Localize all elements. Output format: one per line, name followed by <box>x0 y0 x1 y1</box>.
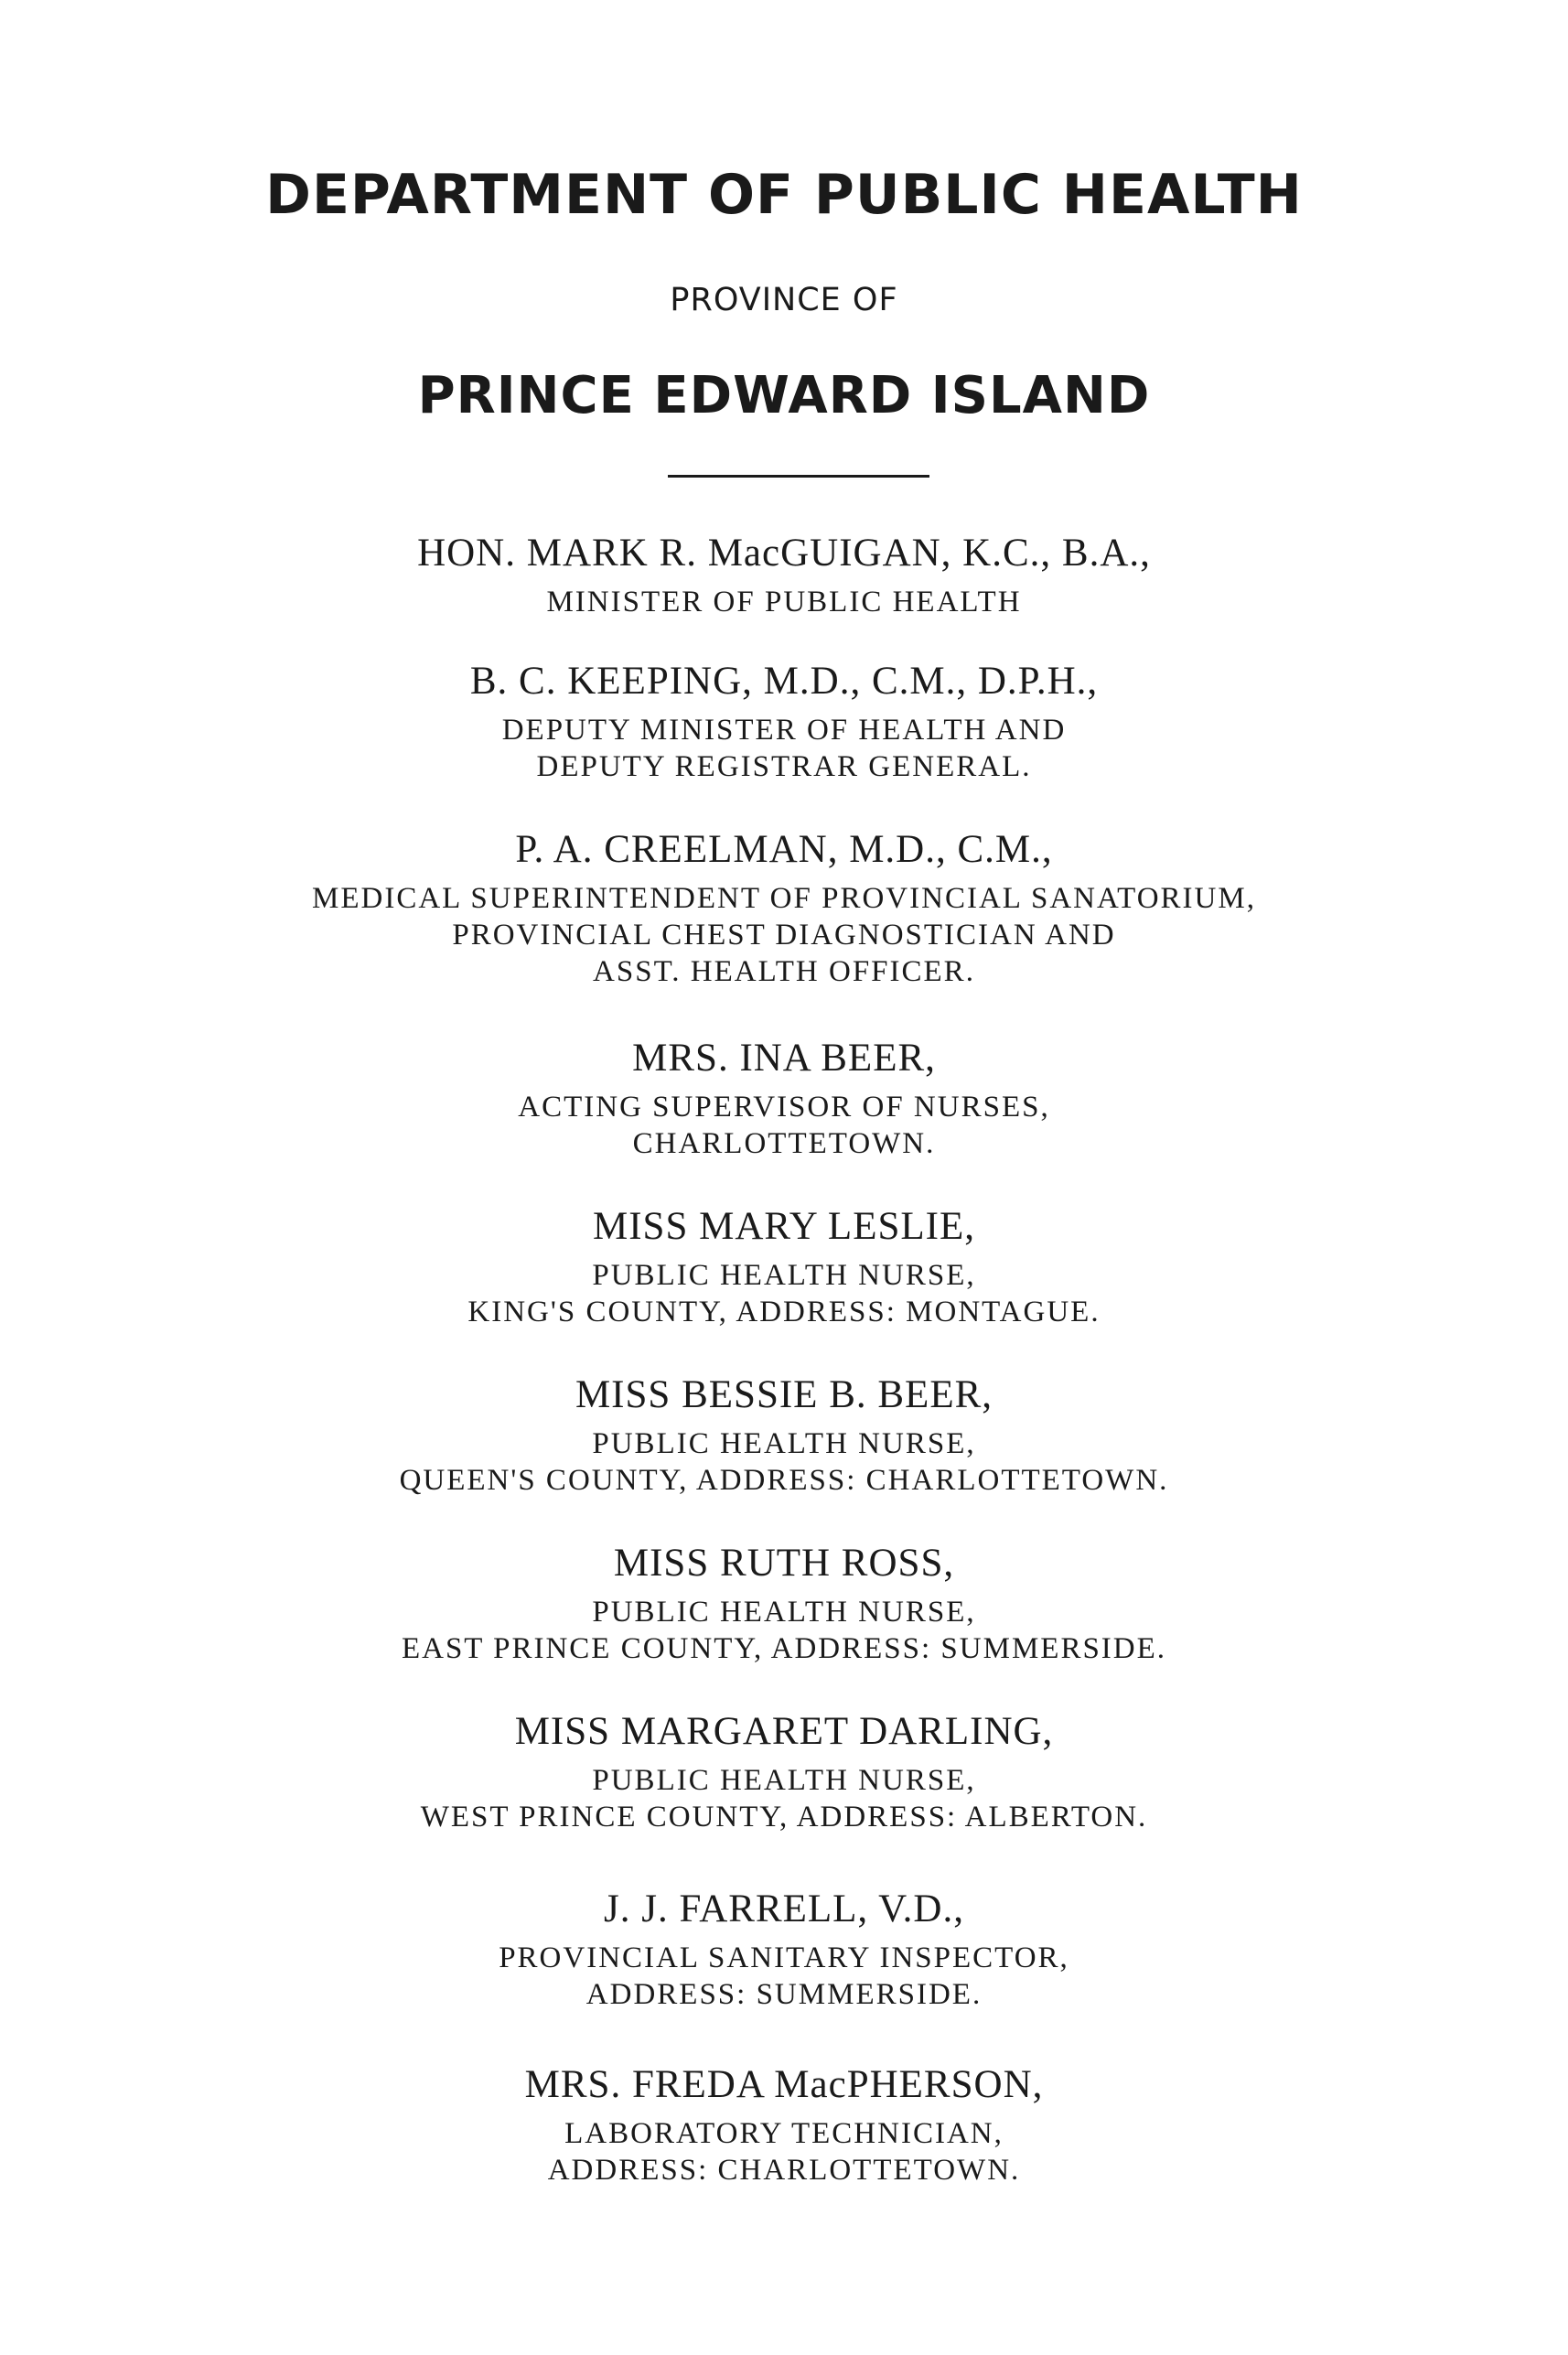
staff-role: PUBLIC HEALTH NURSE, <box>592 1764 976 1797</box>
staff-entry-west-prince-nurse <box>0 1711 1568 1835</box>
staff-role: PROVINCIAL CHEST DIAGNOSTICIAN AND <box>452 919 1116 952</box>
staff-role: MEDICAL SUPERINTENDENT OF PROVINCIAL SANATORIUM, <box>312 882 1256 915</box>
staff-name: J. J. FARRELL, V.D., <box>604 1887 964 1930</box>
staff-role: ADDRESS: SUMMERSIDE. <box>585 1978 983 2011</box>
staff-name: MISS RUTH ROSS, <box>613 1542 955 1585</box>
province-of-label: PROVINCE OF <box>670 282 898 318</box>
province-name: PRINCE EDWARD ISLAND <box>417 366 1151 425</box>
staff-role: ASST. HEALTH OFFICER. <box>593 955 975 988</box>
staff-entry-lab-technician <box>0 2064 1568 2188</box>
staff-entry-east-prince-nurse <box>0 1543 1568 1667</box>
staff-entry-minister <box>0 532 1568 620</box>
staff-name: HON. MARK R. MacGUIGAN, K.C., B.A., <box>417 532 1151 575</box>
staff-role: MINISTER OF PUBLIC HEALTH <box>546 586 1022 618</box>
staff-entry-queens-county-nurse <box>0 1374 1568 1499</box>
staff-entry-medical-superintendent <box>0 829 1568 990</box>
staff-entry-deputy-minister <box>0 661 1568 785</box>
staff-role: EAST PRINCE COUNTY, ADDRESS: SUMMERSIDE. <box>401 1632 1167 1665</box>
staff-name: MISS BESSIE B. BEER, <box>575 1373 993 1416</box>
staff-role: DEPUTY REGISTRAR GENERAL. <box>536 750 1032 783</box>
staff-name: MISS MARGARET DARLING, <box>514 1710 1054 1753</box>
staff-role: PROVINCIAL SANITARY INSPECTOR, <box>499 1941 1069 1974</box>
staff-role: WEST PRINCE COUNTY, ADDRESS: ALBERTON. <box>420 1801 1148 1833</box>
staff-role: QUEEN'S COUNTY, ADDRESS: CHARLOTTETOWN. <box>399 1464 1169 1497</box>
staff-name: B. C. KEEPING, M.D., C.M., D.P.H., <box>469 660 1099 703</box>
staff-name: P. A. CREELMAN, M.D., C.M., <box>515 828 1053 871</box>
staff-role: PUBLIC HEALTH NURSE, <box>592 1596 976 1629</box>
staff-entry-sanitary-inspector <box>0 1888 1568 2013</box>
department-title: DEPARTMENT OF PUBLIC HEALTH <box>265 163 1303 227</box>
staff-name: MRS. INA BEER, <box>632 1037 936 1080</box>
divider-rule <box>668 475 929 478</box>
staff-role: CHARLOTTETOWN. <box>632 1127 936 1160</box>
staff-role: PUBLIC HEALTH NURSE, <box>592 1427 976 1460</box>
staff-role: KING'S COUNTY, ADDRESS: MONTAGUE. <box>467 1296 1101 1328</box>
staff-name: MISS MARY LESLIE, <box>593 1205 975 1248</box>
staff-entry-kings-county-nurse <box>0 1206 1568 1330</box>
staff-role: PUBLIC HEALTH NURSE, <box>592 1259 976 1292</box>
staff-name: MRS. FREDA MacPHERSON, <box>524 2063 1044 2106</box>
staff-role: LABORATORY TECHNICIAN, <box>564 2117 1004 2150</box>
staff-entry-supervisor-nurses <box>0 1038 1568 1162</box>
staff-role: ACTING SUPERVISOR OF NURSES, <box>518 1091 1050 1124</box>
staff-role: DEPUTY MINISTER OF HEALTH AND <box>501 714 1067 747</box>
staff-role: ADDRESS: CHARLOTTETOWN. <box>547 2154 1021 2187</box>
